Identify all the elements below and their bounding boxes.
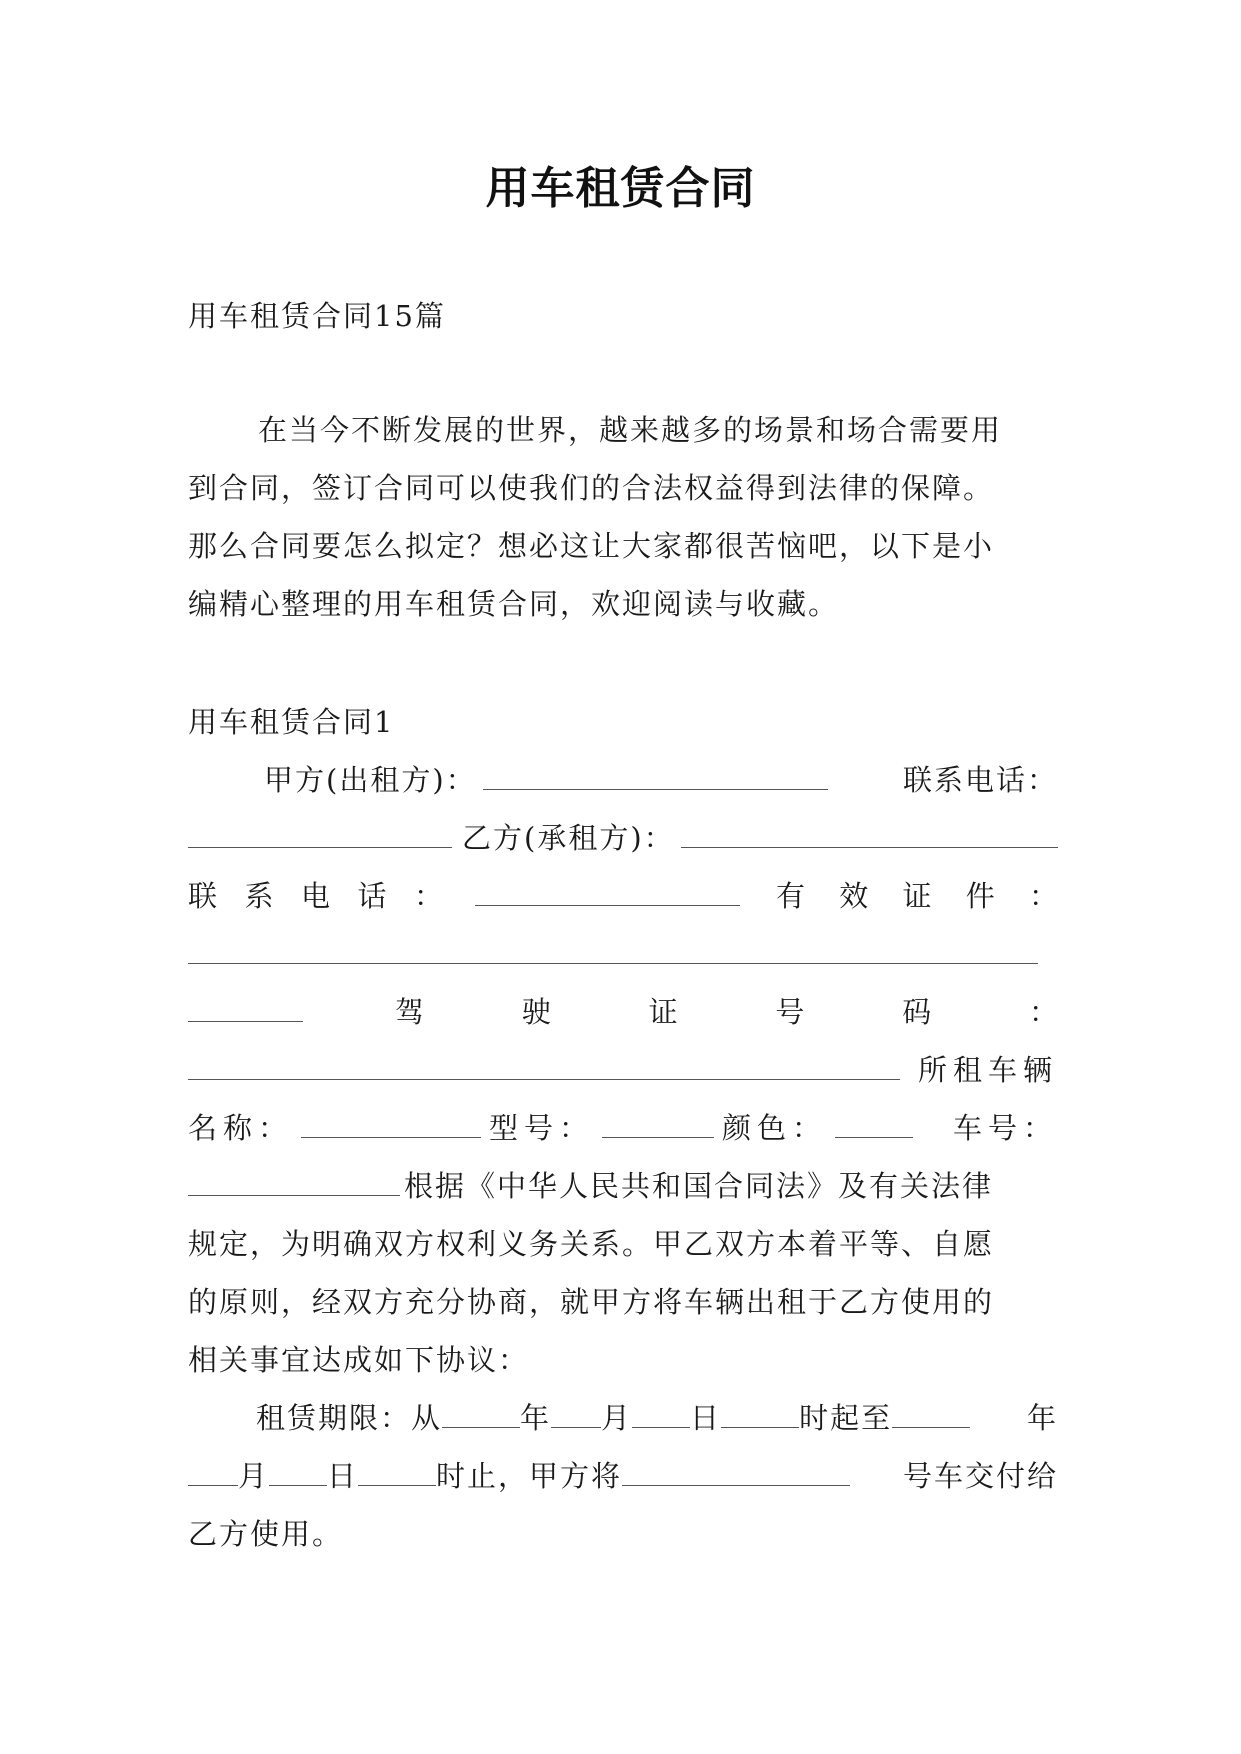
party-b-blank[interactable]: [681, 819, 1058, 848]
plate-label: 车号：: [952, 1111, 1058, 1145]
id-doc-blank[interactable]: [188, 935, 1038, 964]
to-hour-label: 时止，甲方将: [436, 1459, 623, 1493]
day-label: 日: [690, 1401, 722, 1435]
party-a-row: [264, 760, 1058, 800]
id-doc-char: 效: [839, 879, 869, 913]
party-a-label: 甲方(出租方)：: [264, 763, 477, 797]
name-blank[interactable]: [301, 1109, 481, 1138]
license-blank[interactable]: [188, 1051, 900, 1080]
body-line-1: 规定，为明确双方权利义务关系。甲乙双方本着平等、自愿: [188, 1227, 995, 1261]
document-subtitle: 用车租赁合同15篇: [188, 299, 446, 333]
model-label: 型号：: [489, 1111, 595, 1145]
license-char: 码: [902, 995, 932, 1029]
party-b-phone-blank[interactable]: [475, 877, 740, 906]
term-row-1: [256, 1398, 1058, 1438]
party-b-row: [188, 818, 1058, 858]
license-char: 驶: [521, 995, 551, 1029]
vehicle-label: 所租车辆: [917, 1053, 1058, 1087]
basis-row: [188, 1166, 1058, 1206]
to-year-blank[interactable]: [892, 1399, 970, 1428]
plate-number-blank[interactable]: [622, 1457, 850, 1486]
color-blank[interactable]: [835, 1109, 913, 1138]
from-month-blank[interactable]: [551, 1399, 601, 1428]
color-label: 颜色：: [722, 1111, 828, 1145]
intro-line-1: 在当今不断发展的世界，越来越多的场景和场合需要用: [258, 413, 1003, 447]
party-a-phone-blank[interactable]: [188, 819, 452, 848]
party-b-label: 乙方(承租方)：: [462, 821, 675, 855]
license-char: ：: [1028, 995, 1058, 1029]
id-doc-blank-row: [188, 934, 1058, 974]
id-doc-char: 有: [776, 879, 806, 913]
to-day-blank[interactable]: [269, 1457, 327, 1486]
license-char: 证: [648, 995, 678, 1029]
body-line-2: 的原则，经双方充分协商，就甲方将车辆出租于乙方使用的: [188, 1285, 995, 1319]
to-hour-blank[interactable]: [358, 1457, 436, 1486]
model-blank[interactable]: [602, 1109, 714, 1138]
day-label: 日: [327, 1459, 359, 1493]
intro-line-4: 编精心整理的用车租赁合同，欢迎阅读与收藏。: [188, 587, 840, 621]
name-label: 名称：: [188, 1111, 294, 1145]
term-end: 乙方使用。: [188, 1517, 344, 1551]
license-char: 号: [775, 995, 805, 1029]
year-label: 年: [520, 1401, 552, 1435]
license-row: [188, 992, 1058, 1032]
document-title: 用车租赁合同: [485, 163, 756, 214]
intro-line-2: 到合同，签订合同可以使我们的合法权益得到法律的保障。: [188, 471, 995, 505]
plate-blank[interactable]: [188, 1167, 400, 1196]
month-label: 月: [601, 1401, 633, 1435]
id-doc-char: 件: [965, 879, 995, 913]
phone-char: 电: [300, 879, 330, 913]
vehicle-row: [188, 1050, 1058, 1090]
phone-char: 话: [357, 879, 387, 913]
id-doc-blank-cont[interactable]: [188, 993, 303, 1022]
from-hour-blank[interactable]: [721, 1399, 799, 1428]
id-doc-char: 证: [902, 879, 932, 913]
phone-id-row: [188, 876, 1058, 916]
basis-text: 根据《中华人民共和国合同法》及有关法律: [404, 1169, 994, 1203]
body-line-3: 相关事宜达成如下协议：: [188, 1343, 530, 1377]
vehicle-details-row: [188, 1108, 1058, 1148]
phone-char: 系: [244, 879, 274, 913]
from-day-blank[interactable]: [632, 1399, 690, 1428]
phone-label: 联系电话：: [902, 763, 1058, 797]
section-title: 用车租赁合同1: [188, 705, 395, 739]
from-hour-label: 时起至: [799, 1401, 893, 1435]
party-a-blank[interactable]: [483, 761, 828, 790]
license-char: 驾: [395, 995, 425, 1029]
id-doc-char: ：: [1028, 879, 1058, 913]
phone-char: 联: [188, 879, 218, 913]
to-month-blank[interactable]: [188, 1457, 238, 1486]
from-year-blank[interactable]: [442, 1399, 520, 1428]
year-label: 年: [1026, 1401, 1058, 1435]
deliver-label: 号车交付给: [902, 1459, 1058, 1493]
phone-char: ：: [413, 879, 443, 913]
intro-line-3: 那么合同要怎么拟定？想必这让大家都很苦恼吧，以下是小: [188, 529, 995, 563]
month-label: 月: [238, 1459, 270, 1493]
term-label: 租赁期限：从: [256, 1401, 443, 1435]
term-row-2: [188, 1456, 1058, 1496]
